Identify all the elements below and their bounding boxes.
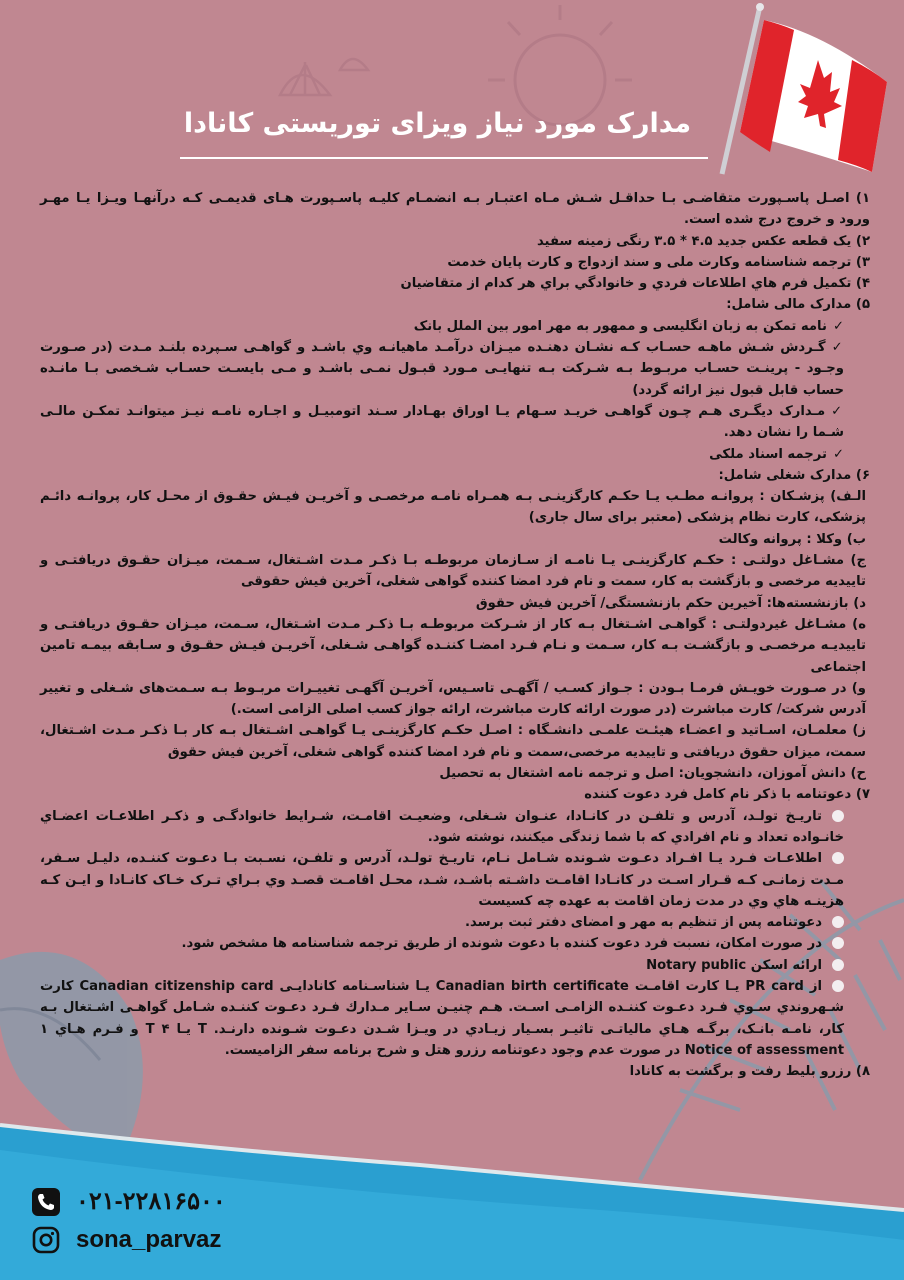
bullet-icon bbox=[832, 916, 844, 928]
bullet-icon bbox=[832, 980, 844, 992]
invite-item: دعوتنامه پس از تنظیم به مهر و امضای دفتر ثبت برسد. bbox=[40, 912, 870, 933]
job-item: د) بازنشسته‌ها: آخیرین حکم بازنشستگی/ آخرین فیش حقوق bbox=[475, 595, 866, 611]
item-6-heading: ۶) مدارک شغلی شامل: bbox=[718, 467, 870, 483]
financial-item: ✓نامه تمکن به زبان انگلیسی و ممهور به مهر امور بین الملل بانک bbox=[413, 318, 844, 334]
item-1: ۱) اصـل پاسـپورت متقاضـی بـا حداقـل شـش مـاه اعتبـار بـه انضمـام کلیـه پاسـپورت هـای قدیمـی کـه درآنهـا ویـزا یـا مهـر ورود و خروج درج شده است. bbox=[40, 191, 870, 228]
phone-contact bbox=[32, 1187, 226, 1216]
page-title: مدارک مورد نیاز ویزای توریستی کانادا bbox=[183, 108, 692, 139]
job-item: ح) دانش آموزان، دانشجویان: اصل و ترجمه نامه اشتغال به تحصیل bbox=[439, 766, 866, 782]
check-icon: ✓ bbox=[832, 318, 844, 334]
financial-item: ✓گـردش شـش ماهـه حسـاب کـه نشـان دهنـده میـزان درآمـد ماهیانـه وي باشـد و گواهـی سـپرده بلنـد مـدت (در صـورت وجـود - پرینـت حسـاب مربـوط بـه شـرکت بـه تنهایـی مـورد قبـول نمـی باشـد و مـی بایسـت حسـاب شـخصی بـا مانـده حساب قابل قبول نیز ارائه گردد) bbox=[40, 340, 844, 398]
financial-item: ✓مـدارک دیگـری هـم چـون گواهـی خریـد سـهام یـا اوراق بهـادار سـند اتومبیـل و اجـاره نامـه نیـز میتوانـد تمکـن مالـی شـما را نشان دهد. bbox=[40, 403, 844, 441]
item-8: ۸) رزرو بلیط رفت و برگشت به کانادا bbox=[629, 1064, 870, 1080]
bullet-icon bbox=[832, 852, 844, 864]
item-7-heading: ۷) دعوتنامه با ذکر نام کامل فرد دعوت کننده bbox=[584, 787, 870, 803]
bullet-icon bbox=[832, 810, 844, 822]
job-item: و) در صـورت خویـش فرمـا بـودن : جـواز کسـب / آگهـی تاسـیس، آخریـن آگهـی تغییـرات مربـوط بـه سـمت‌های شـغلی و تغییر آدرس شرکت/ کارت مباشرت (در صورت ارائه کارت مباشرت، ارائه جواز کسب اصلی الزامی است.) bbox=[40, 680, 866, 718]
financial-item: ✓ترجمه اسناد ملکی bbox=[709, 446, 844, 462]
job-item: ه) مشـاغل غیردولتـی : گواهـی اشـتغال بـه کار از شـرکت مربوطـه بـا ذکـر مـدت اشـتغال، سـمت، میـزان حقـوق دریافتـی و تاییدیـه مرخصـی و بازگشـت بـه کار، سـمت و نـام فـرد امضـا کننـده گواهـی شـغلی، آخریـن فیـش حقـوق و سـابقه بیمـه تامین اجتماعی bbox=[40, 616, 866, 675]
phone-number[interactable]: ۰۲۱-۲۲۸۱۶۵۰۰ bbox=[76, 1188, 226, 1215]
invite-item: اطلاعـات فـرد یـا افـراد دعـوت شـونده شـامل نـام، تاریـخ تولـد، آدرس و تلفـن، نسـبت بـا دعـوت کننـده، دلیـل سـفر، مـدت زمانـی کـه قـرار اسـت در کانـادا اقامـت داشـته باشـد، شـد، محـل اقامـت قصـد وي بـراي تـرک خـاک کانـادا و ایـن کـه هزینـه هاي وي در مدت زمان اقامت به عهده چه کسیست bbox=[40, 851, 844, 909]
title-underline bbox=[180, 157, 708, 159]
document-body bbox=[40, 188, 870, 1082]
item-2: ۲) یک قطعه عکس جدید ۴.۵ * ۳.۵ رنگی زمینه سفید bbox=[536, 233, 870, 249]
check-icon: ✓ bbox=[832, 446, 844, 462]
phone-icon bbox=[32, 1188, 60, 1216]
job-item: ج) مشـاغل دولتـی : حکـم کارگزینـی یـا نامـه از سـازمان مربوطـه بـا ذکـر مـدت اشـتغال، سـمت، میـزان حقـوق دریافتـی و تاییدیه مرخصی و بازگشت به کار، سمت و نام فرد امضا کننده گواهی شغلی، آخرین فیش حقوقی bbox=[40, 553, 866, 590]
job-item: الـف) پزشـکان : پروانـه مطـب یـا حکـم کارگزینـی بـه همـراه نامـه مرخصـی و آخریـن فیـش حقـوق از محـل کار، پروانـه دائـم پزشکی، کارت نظام پزشکی (معتبر برای سال جاری) bbox=[40, 489, 866, 526]
job-item: ب) وکلا : پروانه وکالت bbox=[718, 531, 866, 547]
item-4: ۴) تکمیل فرم هاي اطلاعات فردي و خانوادگي براي هر كدام از متقاضيان bbox=[400, 276, 870, 292]
instagram-icon bbox=[32, 1226, 60, 1254]
check-icon: ✓ bbox=[831, 403, 844, 419]
invite-item: ارائه اسکن Notary public bbox=[40, 955, 870, 976]
invite-item: در صورت امکان، نسبت فرد دعوت کننده با دعوت شونده از طریق ترجمه شناسنامه ها مشخص شود. bbox=[40, 933, 870, 954]
bullet-icon bbox=[832, 959, 844, 971]
instagram-contact bbox=[32, 1226, 221, 1254]
canada-flag bbox=[712, 2, 892, 177]
instagram-handle[interactable]: sona_parvaz bbox=[76, 1226, 222, 1253]
check-icon: ✓ bbox=[831, 340, 844, 356]
shell-decoration bbox=[280, 59, 368, 95]
item-5-heading: ۵) مدارک مالی شامل: bbox=[726, 297, 870, 313]
invite-item: از PR card یـا کارت اقامـت Canadian birth certificate یـا شناسـنامه کانادایـی Canadian citizenship card کارت شـهروندي سـوي فـرد دعـوت کننـده الزامـی اسـت. هـم چنیـن سـایر مـدارك فـرد دعـوت کننـده شـامل گواهـی اشـتغال بـه کار، نامـه بانـک، برگـه هـاي مالیاتـی تاثیـر بسـیار زیـادي در ویـزا شـدن دعـوت شـونده دارنـد. T یـا T ۴ و فـرم هـاي ۱ Notice of assessment در صورت عدم وجود دعوتنامه رزرو هتل و شرح برنامه سفر الزامیست. bbox=[40, 978, 845, 1058]
job-item: ز) معلمـان، اسـاتید و اعضـاء هیئـت علمـی دانشـگاه : اصـل حکـم کارگزینـی یـا گواهـی اشـتغال بـه کار بـا ذکـر مـدت اشـتغال، سمت، میزان حقوق دریافتی و تاییدیه مرخصی،سمت و نام فرد امضا کننده گواهی شغلی، آخرین فیش حقوق bbox=[40, 723, 866, 760]
item-3: ۳) ترجمه شناسنامه وکارت ملی و سند ازدواج و کارت پایان خدمت bbox=[447, 254, 870, 270]
bullet-icon bbox=[832, 937, 844, 949]
invite-item: تاریـخ تولـد، آدرس و تلفـن در کانـادا، عنـوان شـغلی، وضعیـت اقامـت، شـرایط خانوادگـی و ذکـر اطلاعـات اعضـاي خانـواده تعداد و نام افرادي که با شما زندگی میکنند، نوشته شود. bbox=[40, 808, 844, 845]
sun-decoration bbox=[488, 5, 632, 125]
